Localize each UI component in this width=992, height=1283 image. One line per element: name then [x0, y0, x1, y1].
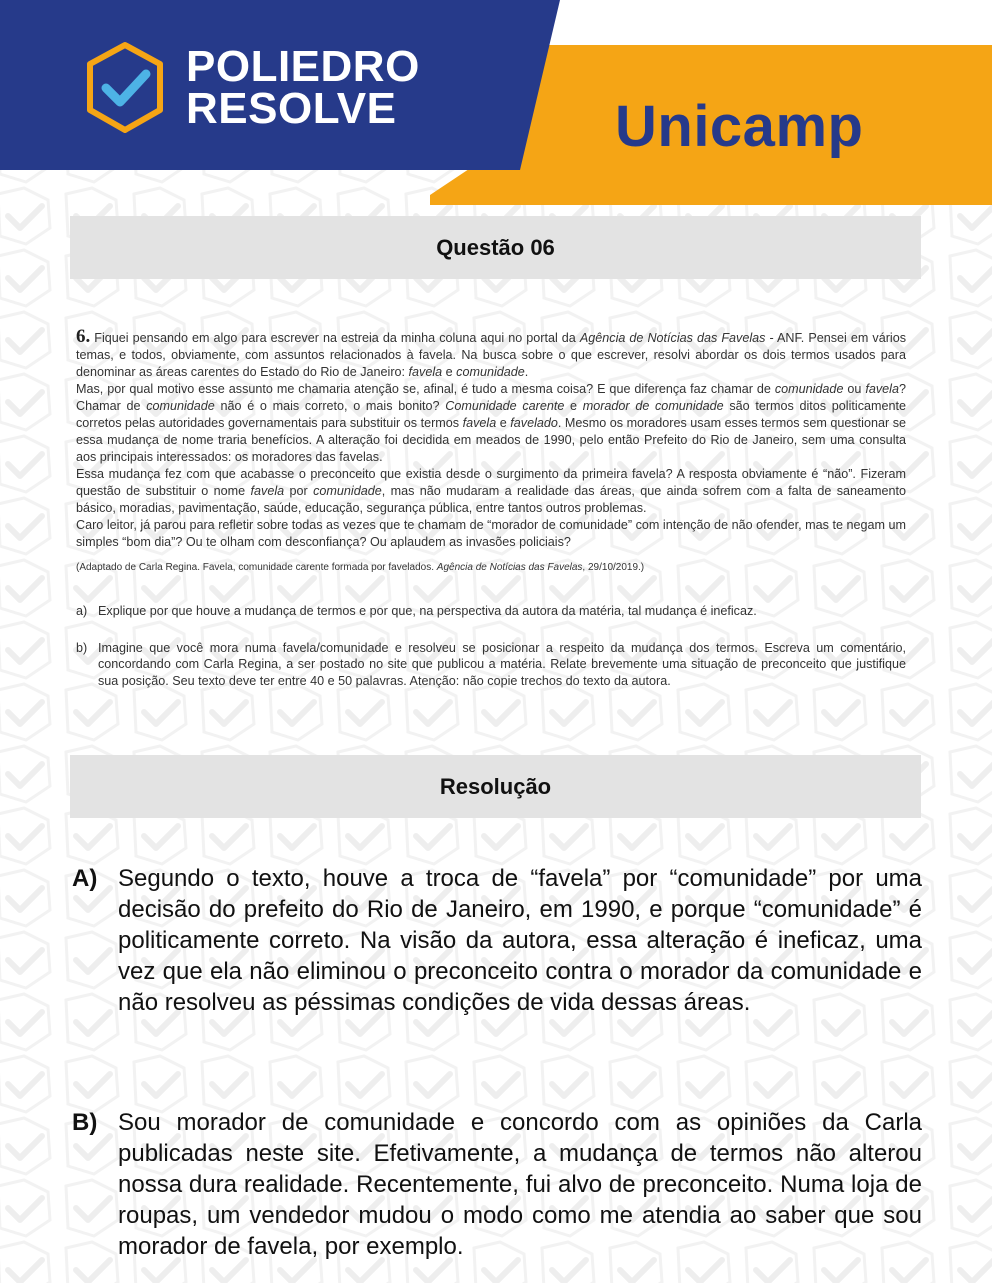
question-statement — [76, 328, 906, 576]
italic-run: Comunidade carente — [445, 399, 565, 413]
text-run: são termos ditos politicamente corretos pelas autoridades governamentais para substituir os termos — [76, 399, 906, 430]
text-run: e — [442, 365, 457, 379]
italic-run: favela — [462, 416, 497, 430]
answer-label: A) — [72, 865, 98, 892]
text-run: não é o mais correto, o mais bonito? — [214, 399, 446, 413]
answer-label: B) — [72, 1109, 98, 1136]
text-run: ? Chamar de — [76, 382, 906, 413]
italic-run: comunidade — [774, 382, 844, 396]
answer-text: Sou morador de comunidade e concordo com as opiniões da Carla publicadas neste site. Efetivamente, a mudança de termos não alterou nossa dura realidade. Recentemente, fui alvo de preconceito. Numa loja de roupas, um vendedor mudou o modo como me atendia ao saber que sou morador de favela, por exemplo. — [118, 1109, 922, 1260]
text-run: , mas não mudaram a realidade das áreas, que ainda sofrem com a falta de saneamento básico, moradias, pavimentação, saúde, educação, segurança pública, entre tantos outros problemas. — [76, 484, 907, 515]
text-run: Mas, por qual motivo esse assunto me chamaria atenção se, afinal, é tudo a mesma coisa? E que diferença faz chamar de — [76, 382, 775, 396]
answer-text: Segundo o texto, houve a troca de “favela” por “comunidade” por uma decisão do prefeito do Rio de Janeiro, em 1990, e porque “comunidade” é politicamente correto. Na visão da autora, essa alteração é ineficaz, uma vez que ela não eliminou o preconceito contra o morador da comunidade e não resolveu as péssimas condições de vida dessas áreas. — [118, 865, 922, 1016]
answer-b — [72, 1107, 922, 1262]
question-item-a — [76, 603, 906, 620]
text-run: Essa mudança fez com que acabasse o preconceito que existia desde o surgimento da primeira favela? A resposta obviamente é “não”. Fizeram questão de substituir o nome — [76, 467, 906, 498]
italic-run: Agência de Notícias das Favelas — [436, 562, 583, 573]
italic-run: favela — [408, 365, 443, 379]
question-title-bar — [70, 216, 921, 279]
exam-title: Unicamp — [615, 94, 864, 159]
poliedro-resolve-brand — [186, 42, 420, 133]
question-title: Questão 06 — [436, 234, 555, 260]
italic-run: favelado — [510, 416, 558, 430]
text-run: . Mesmo os moradores usam esses termos sem questionar se essa mudança de nome traria benefícios. A alteração foi decidida em meados de 1990, pelo então Prefeito do Rio de Janeiro, sem uma consulta aos principais interessados: os moradores das favelas. — [76, 416, 906, 464]
question-paragraph-1 — [76, 328, 906, 381]
text-run: e — [564, 399, 583, 413]
italic-run: Agência de Notícias das Favelas — [579, 331, 766, 345]
italic-run: comunidade — [313, 484, 382, 498]
item-letter: b) — [76, 640, 88, 655]
text-run: - ANF. Pensei em vários temas, e todos, obviamente, com assuntos relacionados à favela. Na busca sobre o que escrever, resolvi abordar os dois termos usados para denominar as áreas carentes do Estado do Rio de Janeiro: — [76, 331, 907, 379]
italic-run: morador de comunidade — [582, 399, 724, 413]
resolution-title: Resolução — [439, 773, 552, 799]
question-paragraph-4 — [76, 517, 906, 551]
text-run: Caro leitor, já parou para refletir sobre todas as vezes que te chamam de “morador de comunidade” com intenção de não ofender, mas te negam um simples “bom dia”? Ou te olham com desconfiança? Ou aplaudem as invasões policiais? — [76, 518, 906, 549]
text-run: e — [496, 416, 511, 430]
source-citation — [76, 559, 906, 576]
text-run: , 29/10/2019.) — [582, 562, 645, 573]
question-items — [76, 603, 906, 709]
question-number: 6. — [76, 326, 91, 347]
text-run: . — [524, 365, 529, 379]
italic-run: comunidade — [456, 365, 525, 379]
question-paragraph-2 — [76, 381, 906, 466]
text-run: por — [284, 484, 314, 498]
brand-line-2: RESOLVE — [186, 84, 397, 133]
item-letter: a) — [76, 604, 88, 618]
italic-run: comunidade — [146, 399, 215, 413]
item-text: Explique por que houve a mudança de termos e por que, na perspectiva da autora da matéria, tal mudança é ineficaz. — [98, 604, 757, 618]
check-hexagon-logo-icon — [80, 40, 170, 135]
text-run: (Adaptado de Carla Regina. Favela, comunidade carente formada por favelados. — [76, 562, 437, 573]
italic-run: favela — [250, 484, 285, 498]
text-run: ou — [843, 382, 866, 396]
text-run: Fiquei pensando em algo para escrever na estreia da minha coluna aqui no portal da — [94, 331, 580, 345]
question-item-b — [76, 640, 906, 690]
resolution-title-bar — [70, 755, 921, 818]
question-paragraph-3 — [76, 466, 906, 517]
brand-line-1: POLIEDRO — [186, 42, 420, 91]
item-text: Imagine que você mora numa favela/comunidade e resolveu se posicionar a respeito da mudança dos termos. Escreva um comentário, concordando com Carla Regina, a ser postado no site que publicou a matéria. Relate brevemente uma situação de preconceito que justifique sua posição. Seu texto deve ter entre 40 e 50 palavras. Atenção: não copie trechos do texto da autora. — [98, 640, 906, 688]
answer-a — [72, 863, 922, 1018]
italic-run: favela — [865, 382, 899, 396]
